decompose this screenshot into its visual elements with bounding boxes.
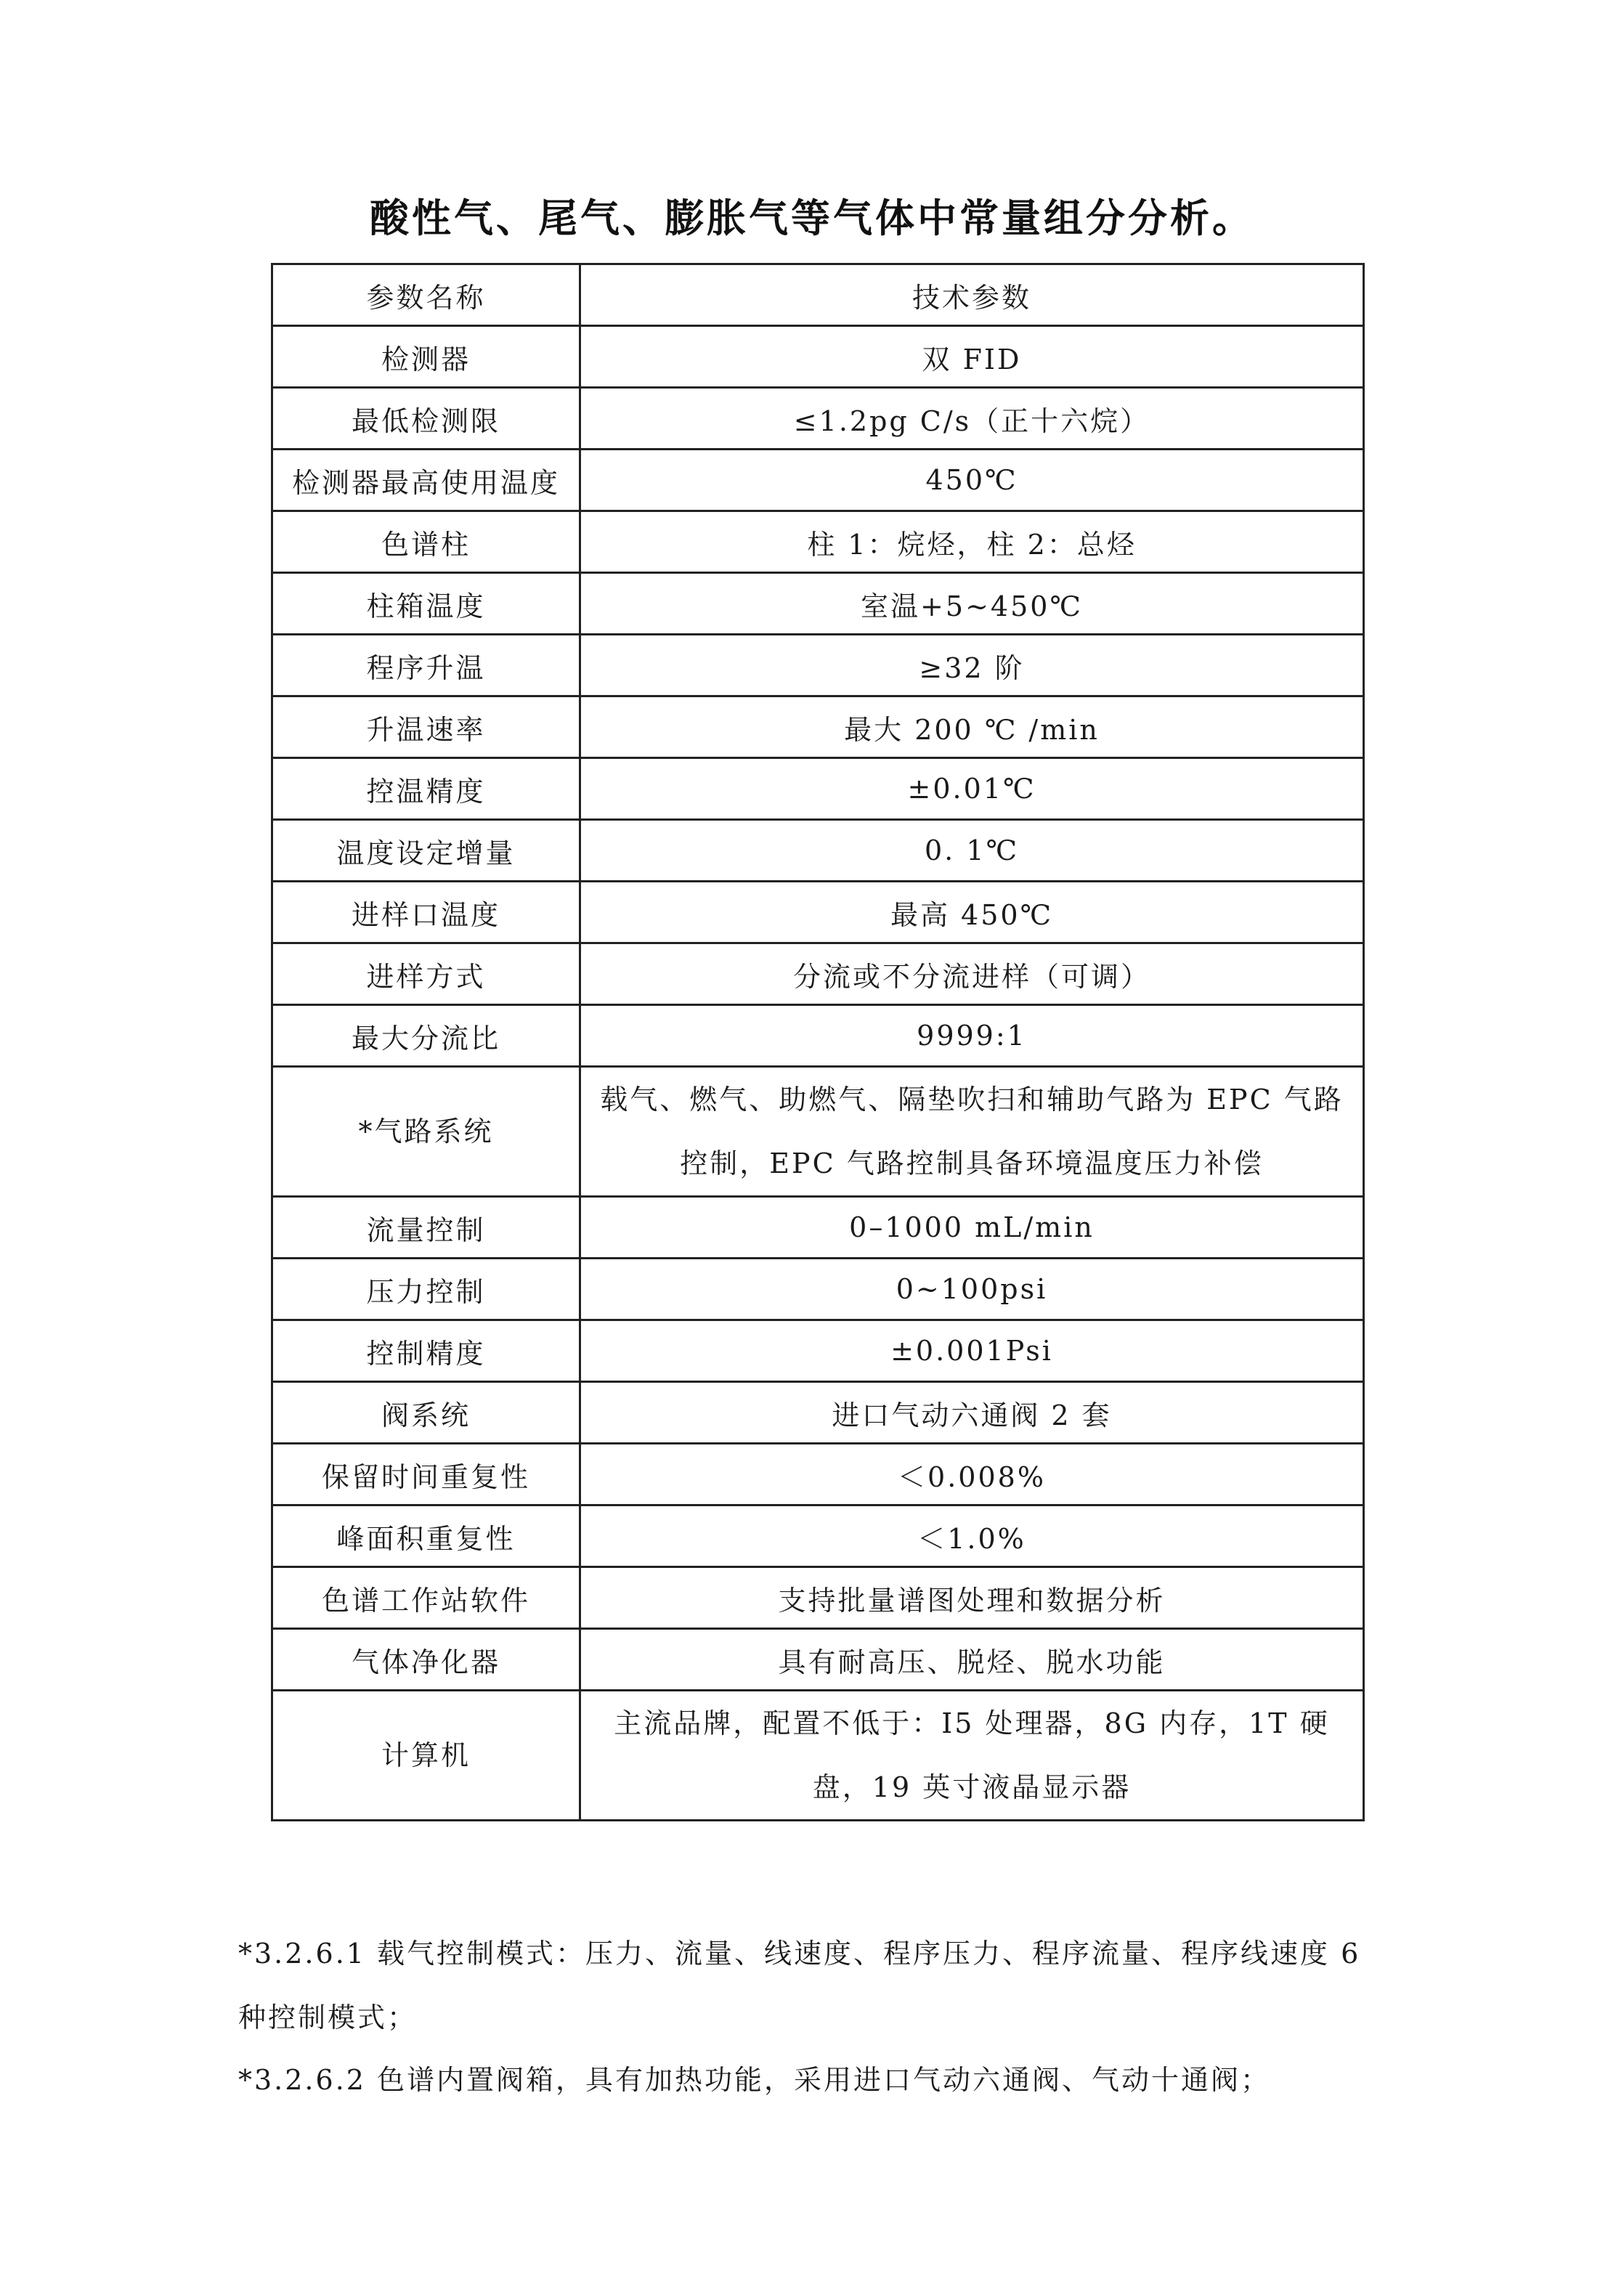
- param-name: 进样口温度: [272, 882, 580, 943]
- table-row: [272, 1444, 1364, 1505]
- table-row: [272, 696, 1364, 758]
- table-row: [272, 635, 1364, 696]
- param-name: 流量控制: [272, 1197, 580, 1259]
- param-name: 最大分流比: [272, 1005, 580, 1067]
- param-value: ≥32 阶: [580, 635, 1364, 696]
- table-row: [272, 1567, 1364, 1629]
- param-value: 分流或不分流进样（可调）: [580, 943, 1364, 1005]
- table-row: [272, 573, 1364, 635]
- param-name: 最低检测限: [272, 388, 580, 450]
- param-value: 载气、燃气、助燃气、隔垫吹扫和辅助气路为 EPC 气路控制，EPC 气路控制具备环境温度压力补偿: [580, 1067, 1364, 1197]
- param-value: 最高 450℃: [580, 882, 1364, 943]
- param-name: *气路系统: [272, 1067, 580, 1197]
- param-value: ＜1.0%: [580, 1505, 1364, 1567]
- param-value: 0~100psi: [580, 1259, 1364, 1320]
- param-value: ±0.001Psi: [580, 1320, 1364, 1382]
- table-header-row: [272, 264, 1364, 326]
- param-name: 升温速率: [272, 696, 580, 758]
- header-param-name: 参数名称: [272, 264, 580, 326]
- param-value: 进口气动六通阀 2 套: [580, 1382, 1364, 1444]
- param-name: 色谱工作站软件: [272, 1567, 580, 1629]
- table-row: [272, 511, 1364, 573]
- table-row: [272, 820, 1364, 882]
- param-name: 色谱柱: [272, 511, 580, 573]
- param-name: 控制精度: [272, 1320, 580, 1382]
- param-name: 阀系统: [272, 1382, 580, 1444]
- param-name: 气体净化器: [272, 1629, 580, 1691]
- param-name: 进样方式: [272, 943, 580, 1005]
- param-value: ＜0.008%: [580, 1444, 1364, 1505]
- param-name: 控温精度: [272, 758, 580, 820]
- param-name: 检测器最高使用温度: [272, 450, 580, 511]
- param-name: 程序升温: [272, 635, 580, 696]
- param-value: 450℃: [580, 450, 1364, 511]
- footnote-valve-box: *3.2.6.2 色谱内置阀箱，具有加热功能，采用进口气动六通阀、气动十通阀；: [238, 2064, 1271, 2096]
- param-value: 柱 1：烷烃，柱 2：总烃: [580, 511, 1364, 573]
- param-value: 室温+5~450℃: [580, 573, 1364, 635]
- param-value: ≤1.2pg C/s（正十六烷）: [580, 388, 1364, 450]
- table-row: [272, 1320, 1364, 1382]
- table-row: [272, 758, 1364, 820]
- table-row: [272, 1505, 1364, 1567]
- table-row: [272, 1197, 1364, 1259]
- param-value: ±0.01℃: [580, 758, 1364, 820]
- param-value: 0. 1℃: [580, 820, 1364, 882]
- param-value: 9999:1: [580, 1005, 1364, 1067]
- param-name: 峰面积重复性: [272, 1505, 580, 1567]
- table-row: [272, 1691, 1364, 1821]
- footnote-carrier-gas-mode: *3.2.6.1 载气控制模式：压力、流量、线速度、程序压力、程序流量、程序线速度 6 种控制模式；: [238, 1938, 1361, 2033]
- param-name: 计算机: [272, 1691, 580, 1821]
- param-value: 0–1000 mL/min: [580, 1197, 1364, 1259]
- param-value: 双 FID: [580, 326, 1364, 388]
- param-value: 支持批量谱图处理和数据分析: [580, 1567, 1364, 1629]
- page-title: 酸性气、尾气、膨胀气等气体中常量组分分析。: [370, 195, 1254, 241]
- table-row: [272, 388, 1364, 450]
- spec-table: [271, 263, 1365, 1821]
- param-name: 压力控制: [272, 1259, 580, 1320]
- param-name: 柱箱温度: [272, 573, 580, 635]
- table-row: [272, 1005, 1364, 1067]
- param-name: 温度设定增量: [272, 820, 580, 882]
- table-row: [272, 882, 1364, 943]
- table-row: [272, 326, 1364, 388]
- table-row: [272, 1259, 1364, 1320]
- header-param-value: 技术参数: [580, 264, 1364, 326]
- param-name: 检测器: [272, 326, 580, 388]
- param-value: 主流品牌，配置不低于：I5 处理器，8G 内存，1T 硬盘，19 英寸液晶显示器: [580, 1691, 1364, 1821]
- table-row: [272, 1067, 1364, 1197]
- param-name: 保留时间重复性: [272, 1444, 580, 1505]
- table-row: [272, 1629, 1364, 1691]
- table-row: [272, 1382, 1364, 1444]
- table-row: [272, 943, 1364, 1005]
- param-value: 具有耐高压、脱烃、脱水功能: [580, 1629, 1364, 1691]
- table-row: [272, 450, 1364, 511]
- param-value: 最大 200 ℃ /min: [580, 696, 1364, 758]
